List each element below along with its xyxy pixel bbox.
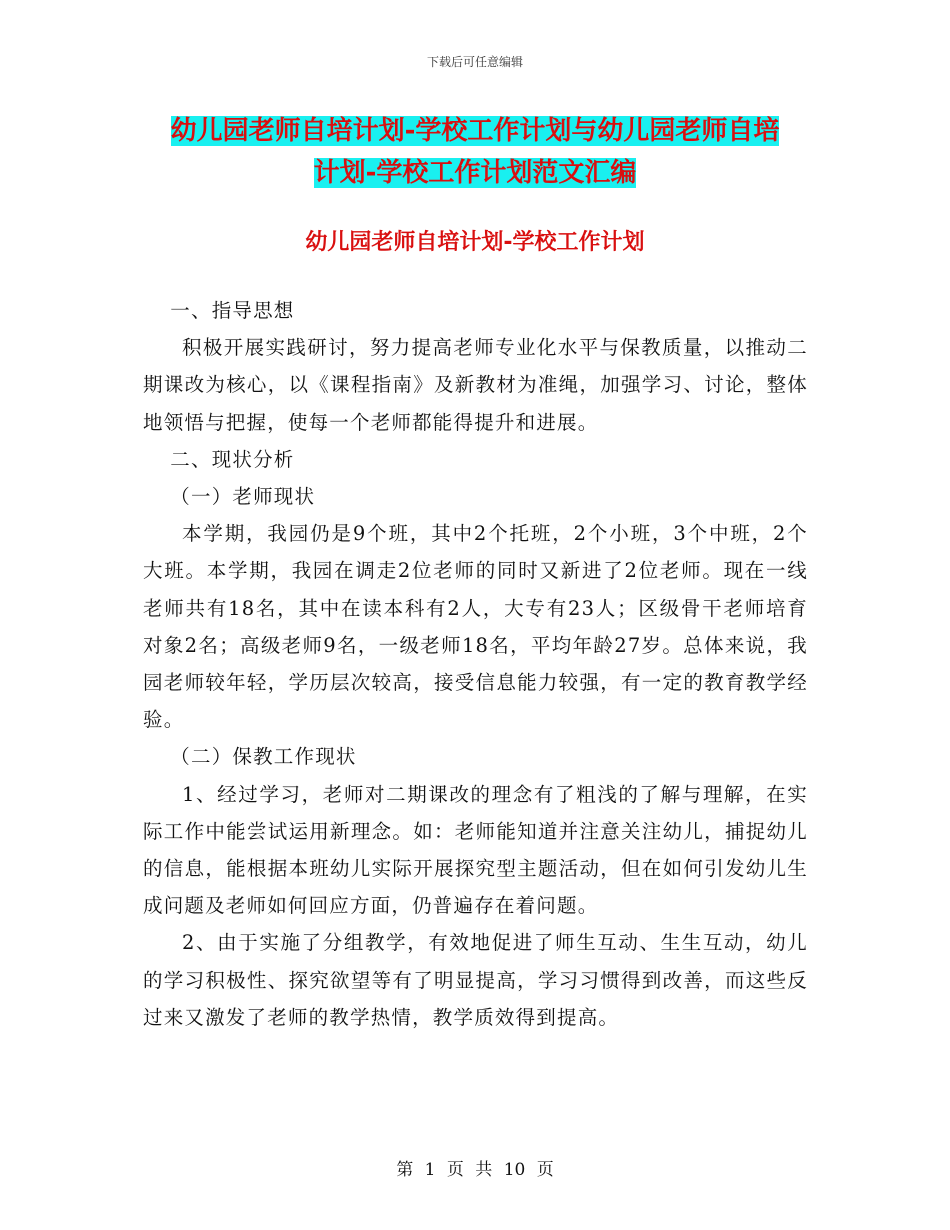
subheading-teacher-status: （一）老师现状 — [170, 485, 316, 509]
paragraph-teacher-status: 本学期，我园仍是9个班，其中2个托班，2个小班，3个中班，2个大班。本学期，我园在调走2位老师的同时又新进了2位老师。现在一线老师共有18名，其中在读本科有2人，大专有23人；区级骨干老师培育对象2名；高级老师9名，一级老师18名，平均年龄27岁。总体来说，我园老师较年轻，学历层次较高，接受信息能力较强，有一定的教育教学经验。 — [143, 522, 808, 732]
paragraph-status-item-2: 2、由于实施了分组教学，有效地促进了师生互动、生生互动，幼儿的学习积极性、探究欲望等有了明显提高，学习习惯得到改善，而这些反过来又激发了老师的教学热情，教学质效得到提高。 — [143, 931, 808, 1029]
document-body — [143, 292, 808, 1036]
main-title — [0, 110, 950, 194]
header-note: 下载后可任意编辑 — [426, 55, 523, 69]
subheading-care-education-status: （二）保教工作现状 — [170, 745, 357, 769]
paragraph-status-item-1: 1、经过学习，老师对二期课改的理念有了粗浅的了解与理解，在实际工作中能尝试运用新理念。如：老师能知道并注意关注幼儿，捕捉幼儿的信息，能根据本班幼儿实际开展探究型主题活动，但在如何引发幼儿生成问题及老师如何回应方面，仍普遍存在着问题。 — [143, 782, 808, 918]
main-title-line-2-text: 计划-学校工作计划范文汇编 — [313, 158, 637, 188]
main-title-line-2 — [0, 152, 950, 194]
heading-guiding-ideology: 一、指导思想 — [170, 299, 295, 322]
page-footer: 第 1 页 共 10 页 — [396, 1160, 554, 1180]
main-title-line-1 — [0, 110, 950, 152]
paragraph-guiding-ideology: 积极开展实践研讨，努力提高老师专业化水平与保教质量，以推动二期课改为核心，以《课程指南》及新教材为准绳，加强学习、讨论，整体地领悟与把握，使每一个老师都能得提升和进展。 — [143, 336, 808, 434]
main-title-line-1-text: 幼儿园老师自培计划-学校工作计划与幼儿园老师自培 — [170, 116, 780, 146]
section-title: 幼儿园老师自培计划-学校工作计划 — [305, 230, 645, 255]
heading-status-analysis: 二、现状分析 — [170, 447, 295, 471]
